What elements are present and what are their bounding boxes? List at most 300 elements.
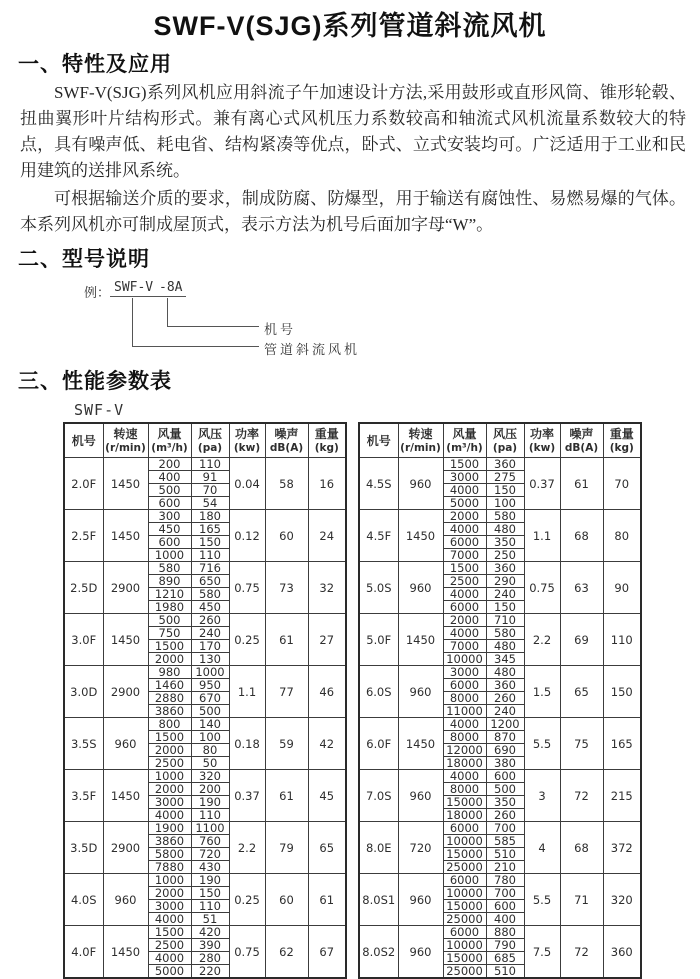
header-row (64, 423, 346, 458)
header-pressure: 风压 (pa) (191, 423, 229, 458)
flow-cell: 2500 (443, 575, 486, 588)
speed-cell: 960 (398, 562, 443, 614)
model-cell: 4.5F (359, 510, 398, 562)
flow-cell: 3000 (443, 666, 486, 679)
power-cell: 5.5 (524, 718, 560, 770)
flow-cell: 25000 (443, 861, 486, 874)
header-weight: 重量 (kg) (308, 423, 346, 458)
noise-cell: 61 (265, 614, 308, 666)
header-speed: 转速 (r/min) (103, 423, 148, 458)
header-power: 功率 (kw) (524, 423, 560, 458)
noise-cell: 68 (560, 822, 603, 874)
pressure-cell: 190 (191, 874, 229, 887)
weight-cell: 360 (603, 926, 641, 979)
power-cell: 7.5 (524, 926, 560, 979)
flow-cell: 2000 (443, 614, 486, 627)
weight-cell: 16 (308, 458, 346, 510)
section-heading-performance: 三、性能参数表 (18, 370, 172, 393)
pressure-cell: 790 (486, 939, 524, 952)
flow-cell: 7000 (443, 640, 486, 653)
flow-cell: 4000 (443, 484, 486, 497)
pressure-cell: 290 (486, 575, 524, 588)
pressure-cell: 91 (191, 471, 229, 484)
flow-cell: 8000 (443, 783, 486, 796)
table-row (359, 614, 641, 627)
pressure-cell: 685 (486, 952, 524, 965)
header-model: 机号 (64, 423, 103, 458)
power-cell: 2.2 (524, 614, 560, 666)
header-weight: 重量 (kg) (603, 423, 641, 458)
flow-cell: 18000 (443, 809, 486, 822)
performance-tables (63, 422, 700, 979)
pressure-cell: 110 (191, 458, 229, 471)
power-cell: 0.75 (524, 562, 560, 614)
model-cell: 3.0F (64, 614, 103, 666)
model-cell: 3.5F (64, 770, 103, 822)
noise-cell: 60 (265, 874, 308, 926)
pressure-cell: 360 (486, 679, 524, 692)
flow-cell: 1500 (148, 731, 191, 744)
flow-cell: 15000 (443, 848, 486, 861)
table-series-label: SWF-V (74, 401, 125, 419)
table-row (359, 770, 641, 783)
flow-cell: 2000 (148, 887, 191, 900)
flow-cell: 600 (148, 497, 191, 510)
model-cell: 3.5S (64, 718, 103, 770)
callout-line-horizontal-size (167, 326, 259, 327)
flow-cell: 4000 (443, 627, 486, 640)
speed-cell: 1450 (103, 770, 148, 822)
features-paragraph-2: 可根据输送介质的要求，制成防腐、防爆型，用于输送有腐蚀性、易燃易爆的气体。本系列风机亦可制成屋顶式，表示方法为机号后面加字母“W”。 (20, 189, 686, 234)
flow-cell: 2000 (148, 744, 191, 757)
model-cell: 8.0S2 (359, 926, 398, 979)
pressure-cell: 870 (486, 731, 524, 744)
flow-cell: 4000 (148, 952, 191, 965)
table-row (359, 458, 641, 471)
pressure-cell: 580 (486, 510, 524, 523)
pressure-cell: 260 (486, 692, 524, 705)
pressure-cell: 500 (191, 705, 229, 718)
noise-cell: 72 (560, 926, 603, 979)
pressure-cell: 400 (486, 913, 524, 926)
model-cell: 3.5D (64, 822, 103, 874)
table-row (64, 822, 346, 835)
weight-cell: 80 (603, 510, 641, 562)
flow-cell: 4000 (443, 523, 486, 536)
flow-cell: 450 (148, 523, 191, 536)
noise-cell: 75 (560, 718, 603, 770)
pressure-cell: 260 (486, 809, 524, 822)
flow-cell: 10000 (443, 653, 486, 666)
model-cell: 3.0D (64, 666, 103, 718)
pressure-cell: 100 (191, 731, 229, 744)
table-row (359, 718, 641, 731)
power-cell: 0.25 (229, 614, 265, 666)
pressure-cell: 80 (191, 744, 229, 757)
weight-cell: 42 (308, 718, 346, 770)
flow-cell: 3860 (148, 705, 191, 718)
pressure-cell: 480 (486, 666, 524, 679)
speed-cell: 2900 (103, 822, 148, 874)
table-row (64, 770, 346, 783)
callout-label-size: 机号 (264, 322, 297, 337)
table-row (359, 666, 641, 679)
power-cell: 1.1 (524, 510, 560, 562)
table-row (64, 614, 346, 627)
pressure-cell: 54 (191, 497, 229, 510)
model-designation-diagram (0, 276, 700, 360)
noise-cell: 77 (265, 666, 308, 718)
pressure-cell: 600 (486, 900, 524, 913)
pressure-cell: 70 (191, 484, 229, 497)
pressure-cell: 480 (486, 523, 524, 536)
flow-cell: 8000 (443, 731, 486, 744)
flow-cell: 2500 (148, 757, 191, 770)
features-paragraph-1: SWF-V(SJG)系列风机应用斜流子午加速设计方法,采用鼓形或直形风筒、锥形轮毂、扭曲翼形叶片结构形式。兼有离心式风机压力系数较高和轴流式风机流量系数较大的特点，具有噪声低、耗电省、结构紧凑等优点，卧式、立式安装均可。广泛适用于工业和民用建筑的送排风系统。 (20, 83, 686, 180)
flow-cell: 3000 (148, 796, 191, 809)
flow-cell: 7000 (443, 549, 486, 562)
speed-cell: 1450 (103, 510, 148, 562)
pressure-cell: 110 (191, 549, 229, 562)
header-flow: 风量 (m³/h) (148, 423, 191, 458)
power-cell: 0.37 (229, 770, 265, 822)
power-cell: 0.37 (524, 458, 560, 510)
model-example-suffix: -8A (155, 280, 186, 297)
pressure-cell: 690 (486, 744, 524, 757)
table-row (64, 562, 346, 575)
table-header (359, 423, 641, 458)
pressure-cell: 585 (486, 835, 524, 848)
flow-cell: 4000 (443, 588, 486, 601)
flow-cell: 3000 (148, 900, 191, 913)
noise-cell: 73 (265, 562, 308, 614)
flow-cell: 8000 (443, 692, 486, 705)
performance-table-left (63, 422, 347, 979)
flow-cell: 1500 (443, 562, 486, 575)
table-row (359, 562, 641, 575)
table-row (64, 718, 346, 731)
flow-cell: 2000 (148, 783, 191, 796)
pressure-cell: 150 (486, 601, 524, 614)
flow-cell: 600 (148, 536, 191, 549)
header-power: 功率 (kw) (229, 423, 265, 458)
model-cell: 7.0S (359, 770, 398, 822)
header-pressure: 风压 (pa) (486, 423, 524, 458)
flow-cell: 15000 (443, 796, 486, 809)
power-cell: 0.25 (229, 874, 265, 926)
noise-cell: 69 (560, 614, 603, 666)
flow-cell: 11000 (443, 705, 486, 718)
pressure-cell: 710 (486, 614, 524, 627)
power-cell: 0.18 (229, 718, 265, 770)
flow-cell: 890 (148, 575, 191, 588)
flow-cell: 5800 (148, 848, 191, 861)
pressure-cell: 360 (486, 458, 524, 471)
weight-cell: 110 (603, 614, 641, 666)
pressure-cell: 670 (191, 692, 229, 705)
power-cell: 0.12 (229, 510, 265, 562)
pressure-cell: 110 (191, 809, 229, 822)
flow-cell: 1210 (148, 588, 191, 601)
model-example-label: 例： (84, 286, 111, 301)
speed-cell: 2900 (103, 666, 148, 718)
pressure-cell: 430 (191, 861, 229, 874)
speed-cell: 960 (103, 874, 148, 926)
pressure-cell: 220 (191, 965, 229, 979)
model-cell: 2.0F (64, 458, 103, 510)
pressure-cell: 170 (191, 640, 229, 653)
pressure-cell: 580 (486, 627, 524, 640)
noise-cell: 60 (265, 510, 308, 562)
flow-cell: 5000 (148, 965, 191, 979)
power-cell: 1.5 (524, 666, 560, 718)
pressure-cell: 200 (191, 783, 229, 796)
model-example-prefix: SWF-V (110, 280, 157, 297)
pressure-cell: 716 (191, 562, 229, 575)
flow-cell: 980 (148, 666, 191, 679)
speed-cell: 2900 (103, 562, 148, 614)
flow-cell: 3860 (148, 835, 191, 848)
speed-cell: 1450 (103, 614, 148, 666)
flow-cell: 800 (148, 718, 191, 731)
noise-cell: 72 (560, 770, 603, 822)
pressure-cell: 510 (486, 965, 524, 979)
weight-cell: 320 (603, 874, 641, 926)
speed-cell: 960 (398, 458, 443, 510)
flow-cell: 1980 (148, 601, 191, 614)
flow-cell: 25000 (443, 965, 486, 979)
noise-cell: 61 (560, 458, 603, 510)
flow-cell: 10000 (443, 835, 486, 848)
table-row (64, 458, 346, 471)
pressure-cell: 380 (486, 757, 524, 770)
flow-cell: 1460 (148, 679, 191, 692)
flow-cell: 12000 (443, 744, 486, 757)
pressure-cell: 210 (486, 861, 524, 874)
pressure-cell: 50 (191, 757, 229, 770)
table-header (64, 423, 346, 458)
model-cell: 4.0S (64, 874, 103, 926)
flow-cell: 3000 (443, 471, 486, 484)
noise-cell: 61 (265, 770, 308, 822)
flow-cell: 2000 (443, 510, 486, 523)
table-row (64, 926, 346, 939)
weight-cell: 70 (603, 458, 641, 510)
model-cell: 5.0F (359, 614, 398, 666)
table-row (359, 822, 641, 835)
model-cell: 6.0F (359, 718, 398, 770)
pressure-cell: 500 (486, 783, 524, 796)
noise-cell: 62 (265, 926, 308, 979)
pressure-cell: 700 (486, 887, 524, 900)
pressure-cell: 510 (486, 848, 524, 861)
noise-cell: 68 (560, 510, 603, 562)
pressure-cell: 780 (486, 874, 524, 887)
pressure-cell: 720 (191, 848, 229, 861)
flow-cell: 4000 (443, 770, 486, 783)
pressure-cell: 450 (191, 601, 229, 614)
page-title: SWF-V(SJG)系列管道斜流风机 (153, 11, 547, 41)
flow-cell: 1500 (443, 458, 486, 471)
pressure-cell: 240 (486, 705, 524, 718)
callout-label-series: 管道斜流风机 (264, 342, 361, 357)
flow-cell: 1000 (148, 874, 191, 887)
pressure-cell: 360 (486, 562, 524, 575)
flow-cell: 2000 (148, 653, 191, 666)
pressure-cell: 580 (191, 588, 229, 601)
flow-cell: 18000 (443, 757, 486, 770)
pressure-cell: 130 (191, 653, 229, 666)
speed-cell: 1450 (398, 718, 443, 770)
power-cell: 1.1 (229, 666, 265, 718)
pressure-cell: 240 (191, 627, 229, 640)
pressure-cell: 480 (486, 640, 524, 653)
flow-cell: 1900 (148, 822, 191, 835)
pressure-cell: 950 (191, 679, 229, 692)
flow-cell: 6000 (443, 679, 486, 692)
pressure-cell: 350 (486, 536, 524, 549)
pressure-cell: 345 (486, 653, 524, 666)
pressure-cell: 760 (191, 835, 229, 848)
flow-cell: 6000 (443, 822, 486, 835)
speed-cell: 960 (398, 874, 443, 926)
section-heading-features: 一、特性及应用 (18, 53, 172, 76)
pressure-cell: 150 (191, 536, 229, 549)
table-body-right (359, 458, 641, 979)
speed-cell: 960 (398, 666, 443, 718)
pressure-cell: 600 (486, 770, 524, 783)
weight-cell: 150 (603, 666, 641, 718)
flow-cell: 6000 (443, 874, 486, 887)
table-row (64, 874, 346, 887)
flow-cell: 750 (148, 627, 191, 640)
header-speed: 转速 (r/min) (398, 423, 443, 458)
model-cell: 8.0E (359, 822, 398, 874)
flow-cell: 580 (148, 562, 191, 575)
callout-line-vertical-size (167, 298, 168, 326)
pressure-cell: 51 (191, 913, 229, 926)
pressure-cell: 240 (486, 588, 524, 601)
model-cell: 8.0S1 (359, 874, 398, 926)
pressure-cell: 350 (486, 796, 524, 809)
weight-cell: 61 (308, 874, 346, 926)
model-cell: 2.5F (64, 510, 103, 562)
performance-table-right (358, 422, 642, 979)
weight-cell: 45 (308, 770, 346, 822)
flow-cell: 300 (148, 510, 191, 523)
table-row (64, 666, 346, 679)
table-row (359, 874, 641, 887)
header-flow: 风量 (m³/h) (443, 423, 486, 458)
flow-cell: 1500 (148, 926, 191, 939)
flow-cell: 15000 (443, 900, 486, 913)
weight-cell: 65 (308, 822, 346, 874)
weight-cell: 32 (308, 562, 346, 614)
model-cell: 2.5D (64, 562, 103, 614)
pressure-cell: 390 (191, 939, 229, 952)
speed-cell: 1450 (103, 926, 148, 979)
table-row (359, 926, 641, 939)
speed-cell: 960 (103, 718, 148, 770)
power-cell: 3 (524, 770, 560, 822)
pressure-cell: 250 (486, 549, 524, 562)
model-cell: 6.0S (359, 666, 398, 718)
noise-cell: 79 (265, 822, 308, 874)
flow-cell: 4000 (148, 809, 191, 822)
speed-cell: 960 (398, 926, 443, 979)
speed-cell: 960 (398, 770, 443, 822)
flow-cell: 6000 (443, 536, 486, 549)
pressure-cell: 1000 (191, 666, 229, 679)
pressure-cell: 150 (486, 484, 524, 497)
callout-line-horizontal-series (132, 346, 259, 347)
flow-cell: 10000 (443, 887, 486, 900)
flow-cell: 10000 (443, 939, 486, 952)
model-cell: 5.0S (359, 562, 398, 614)
weight-cell: 215 (603, 770, 641, 822)
pressure-cell: 180 (191, 510, 229, 523)
pressure-cell: 140 (191, 718, 229, 731)
flow-cell: 4000 (443, 718, 486, 731)
weight-cell: 27 (308, 614, 346, 666)
power-cell: 0.75 (229, 926, 265, 979)
flow-cell: 400 (148, 471, 191, 484)
flow-cell: 7880 (148, 861, 191, 874)
speed-cell: 1450 (103, 458, 148, 510)
power-cell: 5.5 (524, 874, 560, 926)
pressure-cell: 280 (191, 952, 229, 965)
section-heading-model-spec: 二、型号说明 (18, 248, 150, 271)
flow-cell: 2880 (148, 692, 191, 705)
header-noise: 噪声 dB(A) (265, 423, 308, 458)
table-row (359, 510, 641, 523)
pressure-cell: 1200 (486, 718, 524, 731)
noise-cell: 71 (560, 874, 603, 926)
noise-cell: 63 (560, 562, 603, 614)
flow-cell: 500 (148, 614, 191, 627)
flow-cell: 200 (148, 458, 191, 471)
flow-cell: 25000 (443, 913, 486, 926)
flow-cell: 500 (148, 484, 191, 497)
table-row (64, 510, 346, 523)
noise-cell: 59 (265, 718, 308, 770)
header-model: 机号 (359, 423, 398, 458)
speed-cell: 720 (398, 822, 443, 874)
pressure-cell: 190 (191, 796, 229, 809)
flow-cell: 1500 (148, 640, 191, 653)
pressure-cell: 150 (191, 887, 229, 900)
callout-line-vertical-series (132, 298, 133, 346)
power-cell: 0.75 (229, 562, 265, 614)
weight-cell: 372 (603, 822, 641, 874)
power-cell: 4 (524, 822, 560, 874)
header-row (359, 423, 641, 458)
flow-cell: 1000 (148, 549, 191, 562)
speed-cell: 1450 (398, 510, 443, 562)
pressure-cell: 260 (191, 614, 229, 627)
pressure-cell: 275 (486, 471, 524, 484)
pressure-cell: 650 (191, 575, 229, 588)
pressure-cell: 165 (191, 523, 229, 536)
pressure-cell: 880 (486, 926, 524, 939)
flow-cell: 1000 (148, 770, 191, 783)
weight-cell: 90 (603, 562, 641, 614)
flow-cell: 5000 (443, 497, 486, 510)
table-body-left (64, 458, 346, 979)
pressure-cell: 100 (486, 497, 524, 510)
weight-cell: 46 (308, 666, 346, 718)
flow-cell: 6000 (443, 601, 486, 614)
